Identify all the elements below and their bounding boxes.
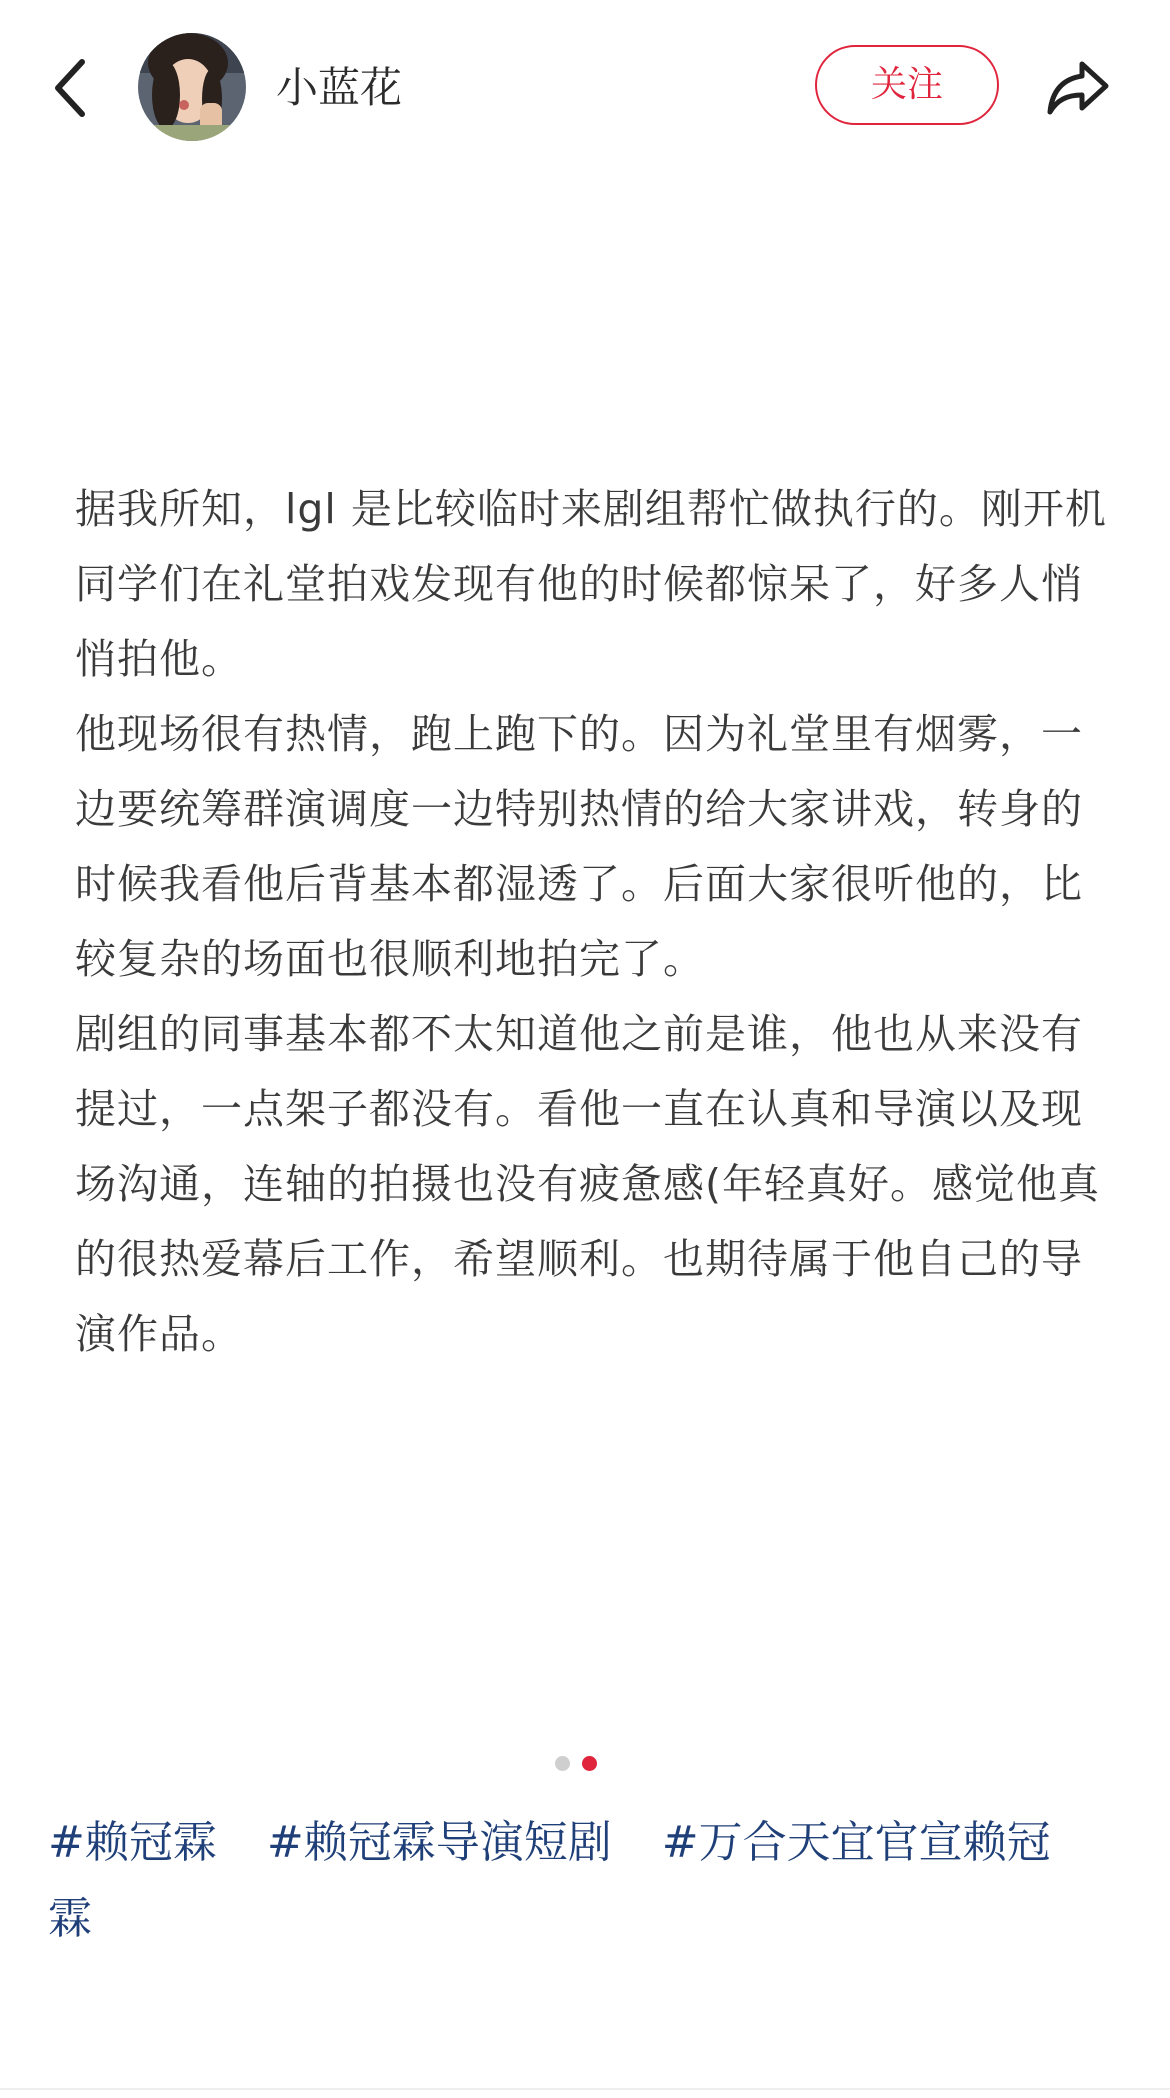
hashtag[interactable]: #万合天宜官宣赖冠霖	[48, 1817, 1051, 1944]
share-button[interactable]	[1042, 52, 1114, 124]
carousel-indicator	[555, 1756, 597, 1772]
follow-button[interactable]: 关注	[815, 45, 999, 125]
carousel-dot-active[interactable]	[582, 1756, 597, 1771]
hashtag-list	[48, 1805, 1128, 1957]
avatar-image	[138, 33, 246, 141]
top-bar	[0, 0, 1170, 180]
post-text	[75, 472, 1115, 1372]
post-paragraph: 据我所知，lgl 是比较临时来剧组帮忙做执行的。刚开机同学们在礼堂拍戏发现有他的时候都惊呆了，好多人悄悄拍他。	[75, 485, 1107, 683]
chevron-left-icon	[48, 52, 96, 124]
hashtag[interactable]: #赖冠霖导演短剧	[266, 1817, 612, 1868]
hashtag[interactable]: #赖冠霖	[48, 1817, 217, 1868]
post-paragraph: 他现场很有热情，跑上跑下的。因为礼堂里有烟雾，一边要统筹群演调度一边特别热情的给大家讲戏，转身的时候我看他后背基本都湿透了。后面大家很听他的，比较复杂的场面也很顺利地拍完了。	[75, 710, 1083, 983]
back-button[interactable]	[48, 52, 96, 124]
carousel-dot[interactable]	[555, 1756, 570, 1771]
post-paragraph: 剧组的同事基本都不太知道他之前是谁，他也从来没有提过，一点架子都没有。看他一直在认真和导演以及现场沟通，连轴的拍摄也没有疲惫感(年轻真好。感觉他真的很热爱幕后工作，希望顺利。也期待属于他自己的导演作品。	[75, 1010, 1100, 1358]
avatar[interactable]	[138, 33, 246, 141]
divider	[0, 2088, 1170, 2090]
share-arrow-icon	[1042, 52, 1114, 124]
author-name[interactable]: 小蓝花	[276, 63, 403, 112]
